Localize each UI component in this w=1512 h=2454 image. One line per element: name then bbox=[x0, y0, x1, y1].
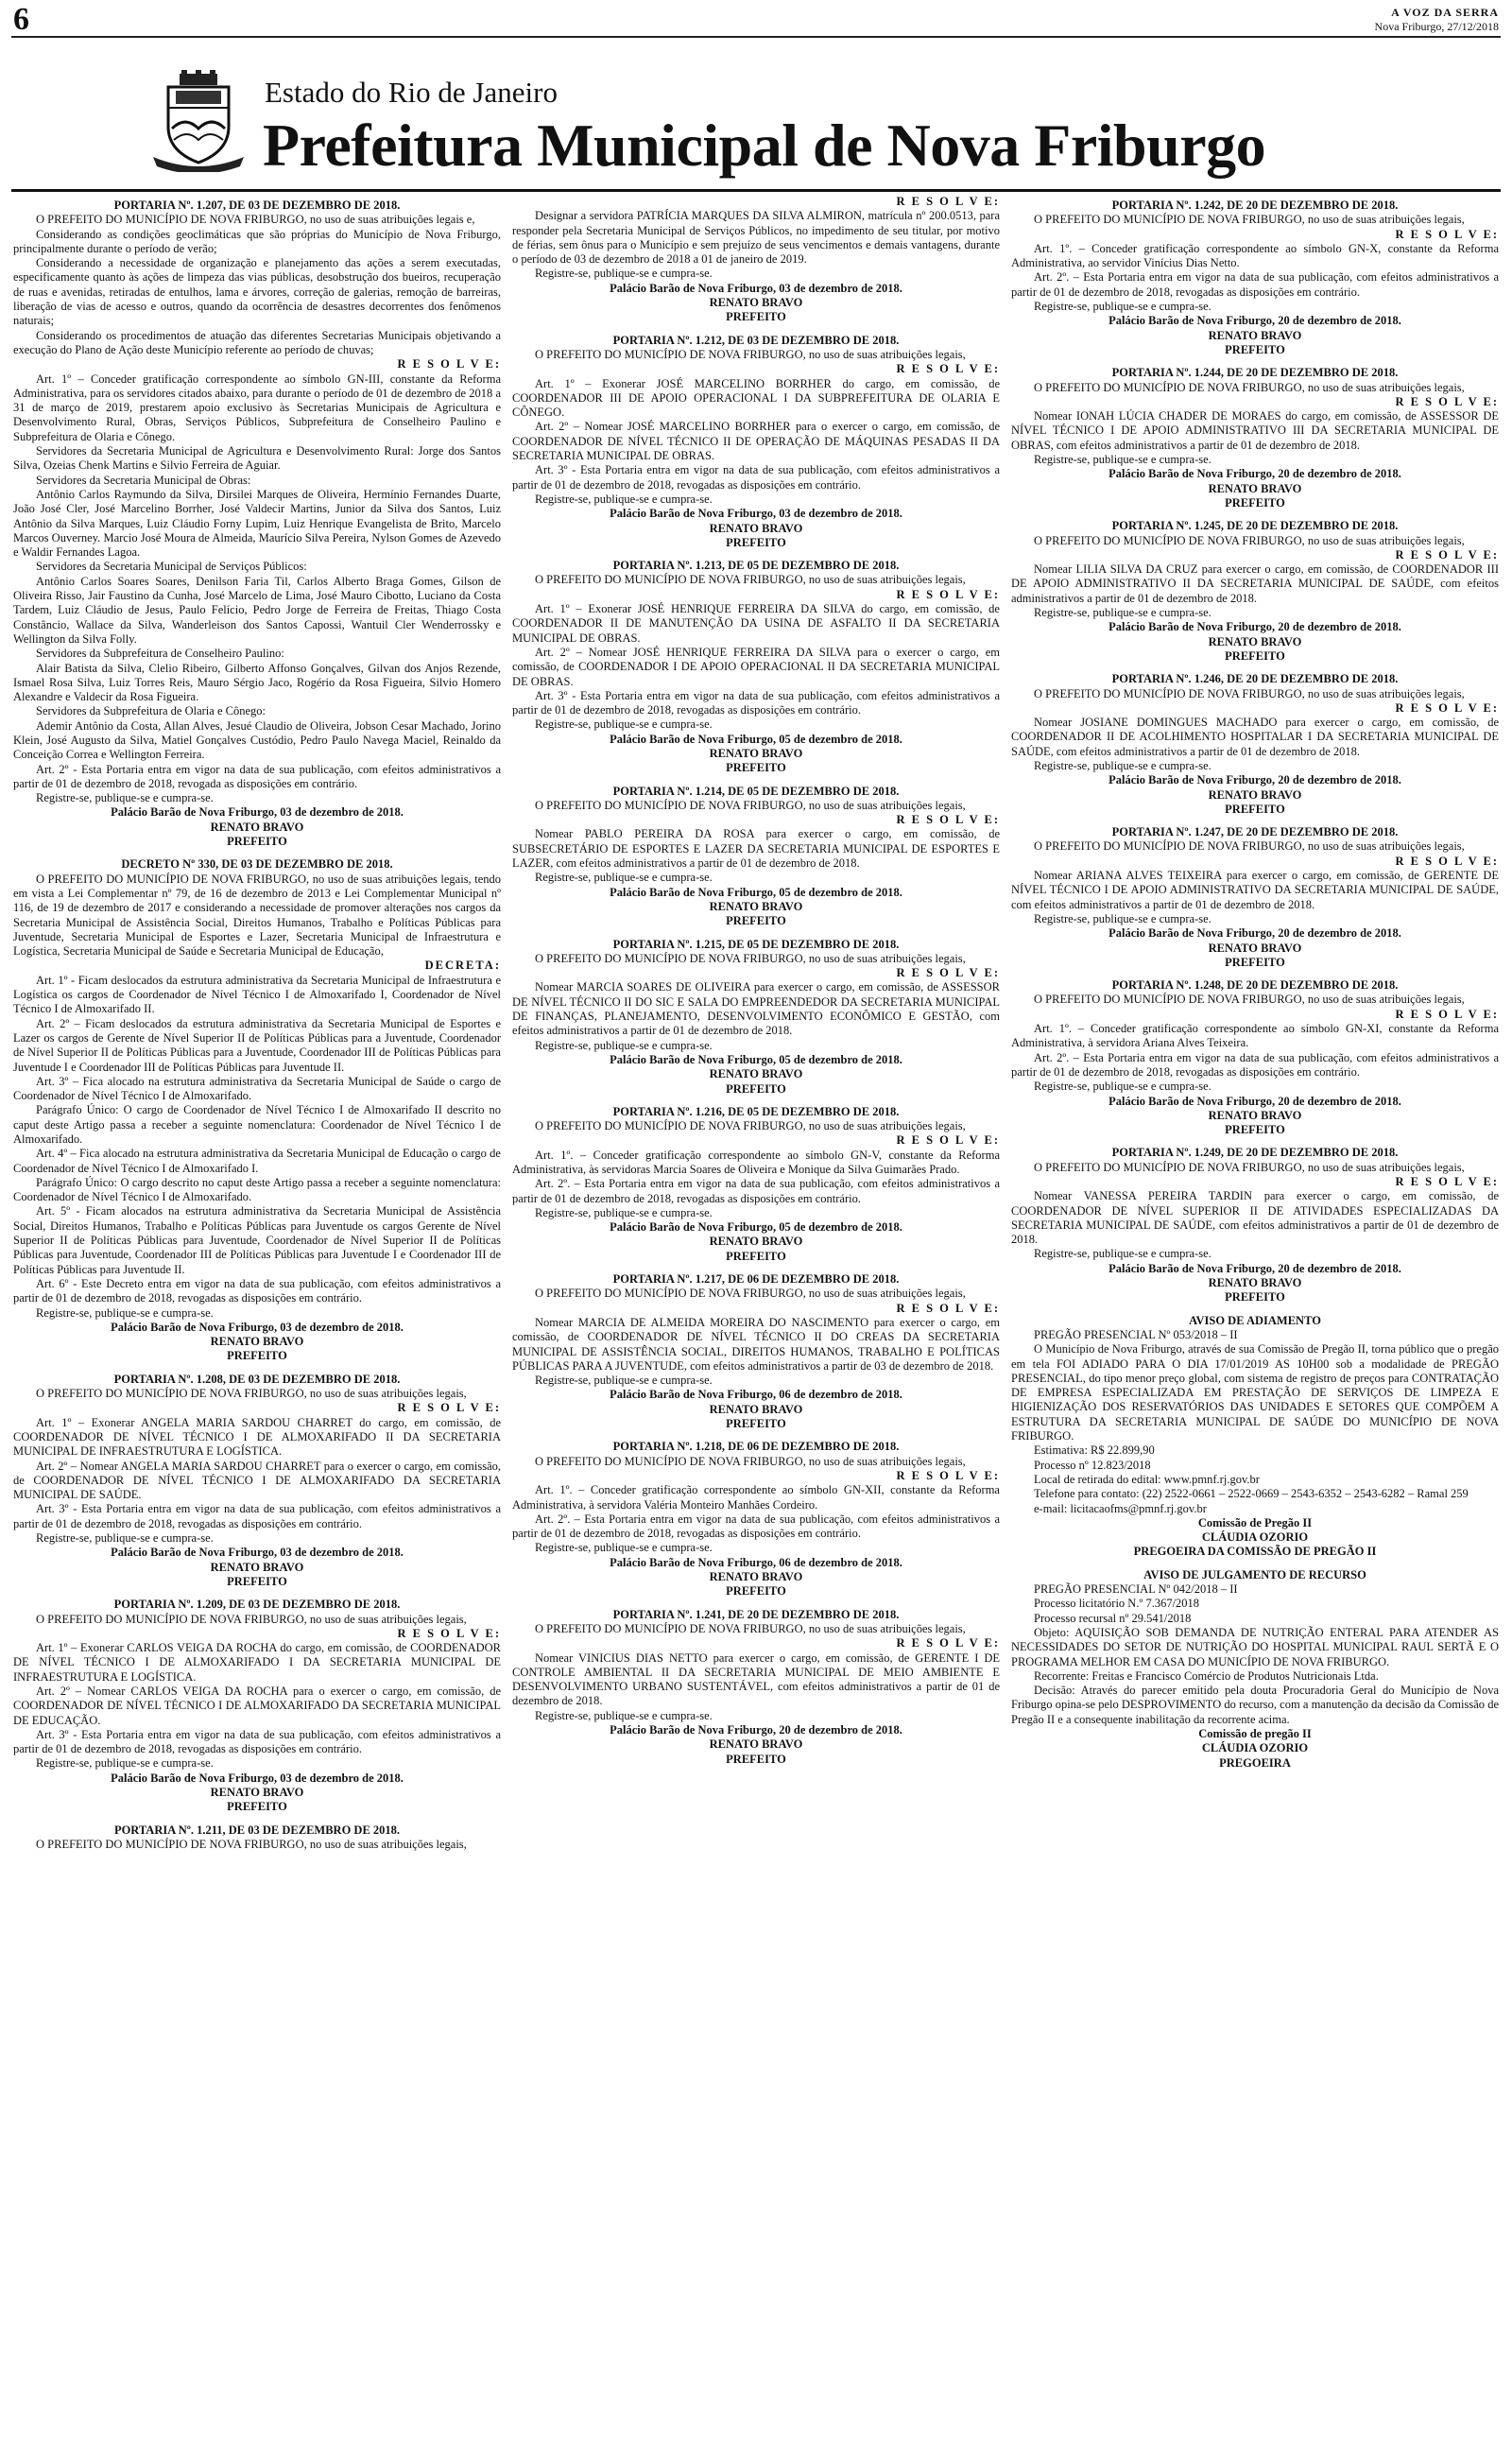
signature-line: RENATO BRAVO bbox=[1208, 1108, 1302, 1122]
signature-line: Palácio Barão de Nova Friburgo, 20 de dezembro de 2018. bbox=[610, 1722, 902, 1737]
signature-line: PREFEITO bbox=[1225, 342, 1285, 356]
act-paragraph: Art. 2º – Nomear CARLOS VEIGA DA ROCHA para o exercer o cargo, em comissão, de COORDENADOR DE NÍVEL TÉCNICO I DE ALMOXARIFADO DA SECRETARIA MUNICIPAL DE EDUCAÇÃO. bbox=[13, 1684, 501, 1727]
signature-line: PREFEITO bbox=[726, 1417, 786, 1431]
act-block bbox=[13, 857, 501, 1363]
act-block bbox=[1011, 366, 1499, 510]
signature-line: PREFEITO bbox=[1225, 1290, 1285, 1305]
act-title: PORTARIA Nº. 1.214, DE 05 DE DEZEMBRO DE 2018. bbox=[612, 784, 900, 798]
act-paragraph: O PREFEITO DO MUNICÍPIO DE NOVA FRIBURGO, no uso de suas atribuições legais, bbox=[36, 1837, 467, 1851]
act-title: AVISO DE ADIAMENTO bbox=[1189, 1313, 1321, 1327]
act-paragraph: Processo nº 12.823/2018 bbox=[1034, 1458, 1151, 1472]
signature-line: Palácio Barão de Nova Friburgo, 05 de dezembro de 2018. bbox=[610, 1220, 902, 1235]
act-paragraph: Art. 2º - Esta Portaria entra em vigor na data de sua publicação, com efeitos administrativos a partir de 01 de dezembro de 2018, revogada as disposições em contrário. bbox=[13, 762, 501, 790]
resolve-heading: R E S O L V E: bbox=[1395, 1175, 1499, 1188]
act-title: PORTARIA Nº. 1.212, DE 03 DE DEZEMBRO DE 2018. bbox=[612, 333, 900, 347]
signature-line: PREFEITO bbox=[726, 1752, 786, 1766]
act-paragraph: Art. 1º. – Conceder gratificação correspondente ao símbolo GN-V, constante da Reforma Administrativa, às servidoras Marcia Soares de Oliveira e Monique da Silva Guimarães Prado. bbox=[512, 1148, 1000, 1176]
resolve-heading: R E S O L V E: bbox=[896, 362, 1000, 376]
act-paragraph: O PREFEITO DO MUNICÍPIO DE NOVA FRIBURGO, no uso de suas atribuições legais, bbox=[1034, 213, 1465, 227]
act-paragraph: Art. 2º – Nomear JOSÉ HENRIQUE FERREIRA DA SILVA para o exercer o cargo, em comissão, de COORDENADOR I DE APOIO OPERACIONAL II DA SECRETARIA MUNICIPAL DE OBRAS. bbox=[512, 645, 1000, 688]
act-paragraph: Art. 2º. – Esta Portaria entra em vigor na data de sua publicação, com efeitos administrativos a partir de 01 de dezembro de 2018, revogadas as disposições em contrário. bbox=[512, 1177, 1000, 1205]
act-title: PORTARIA Nº. 1.217, DE 06 DE DEZEMBRO DE 2018. bbox=[612, 1272, 900, 1287]
resolve-heading: R E S O L V E: bbox=[896, 195, 1000, 208]
signature-line: Palácio Barão de Nova Friburgo, 03 de dezembro de 2018. bbox=[111, 1320, 404, 1334]
signature-line: PREFEITO bbox=[726, 914, 786, 928]
act-paragraph: Registre-se, publique-se e cumpra-se. bbox=[1034, 606, 1211, 620]
act-paragraph: Processo recursal nº 29.541/2018 bbox=[1034, 1611, 1192, 1625]
signature-line: RENATO BRAVO bbox=[1208, 634, 1302, 648]
act-paragraph: O PREFEITO DO MUNICÍPIO DE NOVA FRIBURGO, no uso de suas atribuições legais, tendo em vista a Lei Complementar nº 79, de 16 de dezembro de 2013 e Lei Complementar Municipal nº 116, de 19 de dezembro de 2017 e considerando a necessidade de promover alterações nos cargos da Secretaria Municipal de Assistência Social, Direitos Humanos, Trabalho e Políticas Públicas para Juventude, Secretaria Municipal de Esportes e Lazer, Secretaria Municipal de Infraestrutura e Logística, Secretaria Municipal de Saúde e Secretaria Municipal de Educação, bbox=[13, 872, 501, 959]
act-paragraph: Art. 1º – Exonerar CARLOS VEIGA DA ROCHA do cargo, em comissão, de COORDENADOR DE NÍVEL TÉCNICO I DE ALMOXARIFADO I DA SECRETARIA MUNICIPAL DE INFRAESTRUTURA E LOGÍSTICA. bbox=[13, 1641, 501, 1684]
signature-line: PREGOEIRA DA COMISSÃO DE PREGÃO II bbox=[1133, 1545, 1377, 1559]
act-paragraph: Art. 1º. – Conceder gratificação correspondente ao símbolo GN-XII, constante da Reforma Administrativa, à servidora Valéria Monteiro Manhães Cordeiro. bbox=[512, 1483, 1000, 1512]
act-paragraph: O PREFEITO DO MUNICÍPIO DE NOVA FRIBURGO, no uso de suas atribuições legais, bbox=[535, 798, 966, 812]
act-paragraph: O PREFEITO DO MUNICÍPIO DE NOVA FRIBURGO, no uso de suas atribuições legais, bbox=[1034, 380, 1465, 394]
act-block bbox=[1011, 825, 1499, 970]
signature-line: RENATO BRAVO bbox=[210, 820, 304, 834]
signature-line: Palácio Barão de Nova Friburgo, 20 de dezembro de 2018. bbox=[1108, 620, 1401, 634]
act-title: PORTARIA Nº. 1.242, DE 20 DE DEZEMBRO DE 2018. bbox=[1111, 199, 1399, 212]
signature-line: RENATO BRAVO bbox=[709, 1737, 803, 1752]
act-block bbox=[1011, 672, 1499, 817]
resolve-heading: R E S O L V E: bbox=[1395, 1007, 1499, 1021]
act-paragraph: O PREFEITO DO MUNICÍPIO DE NOVA FRIBURGO, no uso de suas atribuições legais, bbox=[36, 1612, 467, 1626]
signature-line: Palácio Barão de Nova Friburgo, 20 de dezembro de 2018. bbox=[1108, 773, 1401, 787]
act-title: PORTARIA Nº. 1.216, DE 05 DE DEZEMBRO DE 2018. bbox=[612, 1104, 900, 1118]
act-paragraph: Art. 2º. – Esta Portaria entra em vigor na data de sua publicação, com efeitos administrativos a partir de 01 de dezembro de 2018, revogadas as disposições em contrário. bbox=[1011, 1050, 1499, 1079]
act-paragraph: Registre-se, publique-se e cumpra-se. bbox=[535, 267, 713, 281]
act-paragraph: Registre-se, publique-se e cumpra-se. bbox=[1034, 453, 1211, 467]
act-block bbox=[512, 559, 1000, 775]
act-block bbox=[1011, 1146, 1499, 1305]
signature-line: PREFEITO bbox=[227, 1349, 287, 1363]
resolve-heading: R E S O L V E: bbox=[1395, 227, 1499, 241]
act-paragraph: Registre-se, publique-se e cumpra-se. bbox=[1034, 300, 1211, 314]
act-block bbox=[13, 1823, 501, 1853]
act-paragraph: Objeto: AQUISIÇÃO SOB DEMANDA DE NUTRIÇÃO ENTERAL PARA ATENDER AS NECESSIDADES DO SETOR DE NUTRIÇÃO DO HOSPITAL MUNICIPAL RAUL SERTÃ E O PROGRAMA MELHOR EM CASA DO MUNICÍPIO DE NOVA FRIBURGO. bbox=[1011, 1625, 1499, 1668]
act-paragraph: Registre-se, publique-se e cumpra-se. bbox=[1034, 1247, 1211, 1261]
signature-line: PREFEITO bbox=[726, 1081, 786, 1096]
act-paragraph: Art. 1º. – Conceder gratificação correspondente ao símbolo GN-XI, constante da Reforma Administrativa, à servidora Ariana Alves Teixeira. bbox=[1011, 1022, 1499, 1050]
act-title: PORTARIA Nº. 1.245, DE 20 DE DEZEMBRO DE 2018. bbox=[1111, 519, 1399, 533]
masthead bbox=[11, 57, 1501, 192]
act-title: PORTARIA Nº. 1.215, DE 05 DE DEZEMBRO DE 2018. bbox=[612, 937, 900, 951]
act-paragraph: O PREFEITO DO MUNICÍPIO DE NOVA FRIBURGO, no uso de suas atribuições legais, bbox=[535, 1119, 966, 1133]
act-block bbox=[13, 1373, 501, 1589]
act-paragraph: Parágrafo Único: O cargo de Coordenador de Nível Técnico I de Almoxarifado II descrito no caput deste Artigo passa a receber a seguinte nomenclatura: Coordenador de Nível Técnico I de Almoxarifado. bbox=[13, 1103, 501, 1146]
signature-line: RENATO BRAVO bbox=[709, 1067, 803, 1081]
act-paragraph: Registre-se, publique-se e cumpra-se. bbox=[535, 871, 713, 885]
act-paragraph: Art. 4º – Fica alocado na estrutura administrativa da Secretaria Municipal de Educação o cargo de Coordenador de Nível Técnico I de Almoxarifado I. bbox=[13, 1147, 501, 1175]
act-paragraph: O PREFEITO DO MUNICÍPIO DE NOVA FRIBURGO, no uso de suas atribuições legais e, bbox=[36, 213, 475, 227]
signature-line: Palácio Barão de Nova Friburgo, 06 de dezembro de 2018. bbox=[610, 1388, 902, 1402]
act-paragraph: Art. 3º – Fica alocado na estrutura administrativa da Secretaria Municipal de Saúde o cargo de Coordenador de Nível Técnico I de Almoxarifado. bbox=[13, 1074, 501, 1103]
signature-line: RENATO BRAVO bbox=[1208, 787, 1302, 802]
act-paragraph: Art. 1º - Ficam deslocados da estrutura administrativa da Secretaria Municipal de Infraestrutura e Logística os cargos de Coordenador de Nível Técnico I de Almoxarifado I, Coordenador de Nível Técnico I de Almoxarifado II. bbox=[13, 973, 501, 1016]
newspaper-name: A VOZ DA SERRA bbox=[1391, 6, 1499, 19]
resolve-heading: R E S O L V E: bbox=[896, 1636, 1000, 1650]
act-block bbox=[1011, 519, 1499, 664]
signature-line: Palácio Barão de Nova Friburgo, 20 de dezembro de 2018. bbox=[1108, 1094, 1401, 1108]
signature-line: RENATO BRAVO bbox=[709, 1402, 803, 1416]
act-paragraph: Nomear ARIANA ALVES TEIXEIRA para exercer o cargo, em comissão, de GERENTE DE NÍVEL TÉCNICO I DE APOIO ADMINISTRATIVO DA SECRETARIA MUNICIPAL DE SAÚDE, com efeitos administrativos a partir de 01 de dezembro de 2018. bbox=[1011, 869, 1499, 911]
act-block bbox=[13, 1598, 501, 1814]
act-paragraph: Antônio Carlos Raymundo da Silva, Dirsilei Marques de Oliveira, Hermínio Fernandes Duarte, João José Cler, José Marcelino Borrher, José Valdecir Martins, Junior da Silva dos Santos, Luiz Antônio da Silva Marques, Luiz Cláudio Forny Lupim, Luiz Henrique Evangelista de Brito, Marcelo Marcos Ouverney. Marcio José Moura de Almeida, Maurício Silva Pereira, Nylson Gomes de Azevedo e Waldir Fernandes Lagoa. bbox=[13, 487, 501, 560]
resolve-heading: R E S O L V E: bbox=[896, 813, 1000, 827]
signature-line: RENATO BRAVO bbox=[1208, 328, 1302, 342]
signature-line: Palácio Barão de Nova Friburgo, 05 de dezembro de 2018. bbox=[610, 732, 902, 746]
act-paragraph: O PREFEITO DO MUNICÍPIO DE NOVA FRIBURGO, no uso de suas atribuições legais, bbox=[1034, 1160, 1465, 1174]
act-paragraph: Art. 2º – Nomear JOSÉ MARCELINO BORRHER para o exercer o cargo, em comissão, de COORDENADOR DE NÍVEL TÉCNICO II DE OPERAÇÃO DE MÁQUINAS PESADAS II DA SECRETARIA MUNICIPAL DE OBRAS. bbox=[512, 420, 1000, 463]
act-paragraph: Recorrente: Freitas e Francisco Comércio de Produtos Nutricionais Ltda. bbox=[1034, 1668, 1379, 1683]
resolve-heading: R E S O L V E: bbox=[1395, 700, 1499, 715]
edition-date: Nova Friburgo, 27/12/2018 bbox=[1374, 20, 1499, 33]
act-paragraph: Art. 1º – Exonerar JOSÉ HENRIQUE FERREIRA DA SILVA do cargo, em comissão, de COORDENADOR II DE MANUTENÇÃO DA USINA DE ASFALTO II DA SECRETARIA MUNICIPAL DE OBRAS. bbox=[512, 602, 1000, 645]
signature-line: PREFEITO bbox=[1225, 648, 1285, 663]
signature-line: PREFEITO bbox=[726, 1584, 786, 1599]
act-paragraph: O PREFEITO DO MUNICÍPIO DE NOVA FRIBURGO, no uso de suas atribuições legais, bbox=[1034, 533, 1465, 547]
resolve-heading: R E S O L V E: bbox=[896, 1301, 1000, 1315]
act-paragraph: Registre-se, publique-se e cumpra-se. bbox=[36, 791, 214, 805]
act-paragraph: Art. 3º - Esta Portaria entra em vigor na data de sua publicação, com efeitos administrativos a partir de 01 de dezembro de 2018, revogadas as disposições em contrário. bbox=[13, 1502, 501, 1530]
resolve-heading: R E S O L V E: bbox=[896, 587, 1000, 601]
act-paragraph: PREGÃO PRESENCIAL Nº 042/2018 – II bbox=[1034, 1582, 1238, 1597]
act-block bbox=[512, 938, 1000, 1097]
signature-line: PREFEITO bbox=[1225, 802, 1285, 816]
act-paragraph: O PREFEITO DO MUNICÍPIO DE NOVA FRIBURGO, no uso de suas atribuições legais, bbox=[535, 347, 966, 361]
act-block bbox=[1011, 1314, 1499, 1560]
resolve-heading: R E S O L V E: bbox=[1395, 394, 1499, 408]
signature-line: PREFEITO bbox=[726, 1249, 786, 1263]
act-block bbox=[13, 199, 501, 849]
signature-line: CLÁUDIA OZORIO bbox=[1201, 1741, 1309, 1755]
act-paragraph: Registre-se, publique-se e cumpra-se. bbox=[535, 1708, 713, 1722]
act-paragraph: Registre-se, publique-se e cumpra-se. bbox=[1034, 911, 1211, 925]
page-number: 6 bbox=[13, 2, 29, 37]
act-paragraph: Nomear JOSIANE DOMINGUES MACHADO para exercer o cargo, em comissão, de COORDENADOR II DE ACOLHIMENTO HOSPITALAR I DA SECRETARIA MUNICIPAL DE SAÚDE, com efeitos administrativos a partir de 01 de dezembro de 2018. bbox=[1011, 716, 1499, 758]
signature-line: PREFEITO bbox=[227, 1800, 287, 1814]
act-paragraph: Estimativa: R$ 22.899,90 bbox=[1034, 1443, 1155, 1458]
act-paragraph: Decisão: Através do parecer emitido pela douta Procuradoria Geral do Município de Nova Friburgo opina-se pelo DESPROVIMENTO do recurso, com a manutenção da decisão da Comissão de Pregão II e a consequente inabilitação da recorrente acima. bbox=[1011, 1684, 1499, 1726]
signature-line: PREGOEIRA bbox=[1219, 1755, 1291, 1770]
resolve-heading: R E S O L V E: bbox=[896, 1468, 1000, 1482]
act-paragraph: Art. 5º - Ficam alocados na estrutura administrativa da Secretaria Municipal de Assistência Social, Direitos Humanos, Trabalho e Políticas Públicas para Juventude os cargos Gerente de Nível Superior II de Políticas Públicas para Juventude, Coordenador de Nível Superior II de Políticas Públicas para Juventude, Coordenador III de Políticas Públicas para Juventude I e Coordenador III de Políticas Públicas para Juventude II. bbox=[13, 1204, 501, 1276]
act-paragraph: Registre-se, publique-se e cumpra-se. bbox=[36, 1756, 214, 1771]
act-paragraph: Art. 2º. – Esta Portaria entra em vigor na data de sua publicação, com efeitos administrativos a partir de 01 de dezembro de 2018, revogadas as disposições em contrário. bbox=[512, 1512, 1000, 1541]
signature-line: RENATO BRAVO bbox=[709, 521, 803, 535]
act-paragraph: Processo licitatório N.º 7.367/2018 bbox=[1034, 1597, 1200, 1611]
act-title: PORTARIA Nº. 1.208, DE 03 DE DEZEMBRO DE 2018. bbox=[113, 1372, 401, 1386]
act-paragraph: Registre-se, publique-se e cumpra-se. bbox=[36, 1305, 214, 1320]
act-paragraph: Considerando as condições geoclimáticas que são próprias do Município de Nova Friburgo, principalmente durante o período de verão; bbox=[13, 227, 501, 255]
resolve-heading: R E S O L V E: bbox=[397, 357, 501, 372]
signature-line: Comissão de Pregão II bbox=[1197, 1515, 1313, 1529]
act-paragraph: O PREFEITO DO MUNICÍPIO DE NOVA FRIBURGO, no uso de suas atribuições legais, bbox=[1034, 839, 1465, 854]
act-paragraph: Registre-se, publique-se e cumpra-se. bbox=[535, 492, 713, 506]
signature-line: RENATO BRAVO bbox=[709, 899, 803, 913]
column-2 bbox=[512, 195, 1000, 2445]
act-paragraph: O PREFEITO DO MUNICÍPIO DE NOVA FRIBURGO, no uso de suas atribuições legais, bbox=[1034, 993, 1465, 1007]
signature-line: Palácio Barão de Nova Friburgo, 03 de dezembro de 2018. bbox=[111, 805, 404, 820]
act-paragraph: Parágrafo Único: O cargo descrito no caput deste Artigo passa a receber a seguinte nomenclatura: Coordenador de Nível Técnico I de Almoxarifado. bbox=[13, 1175, 501, 1204]
act-paragraph: O PREFEITO DO MUNICÍPIO DE NOVA FRIBURGO, no uso de suas atribuições legais, bbox=[1034, 686, 1465, 700]
city-hall-title: Prefeitura Municipal de Nova Friburgo bbox=[263, 112, 1266, 179]
act-paragraph: e-mail: licitacaofms@pmnf.rj.gov.br bbox=[1034, 1501, 1207, 1515]
act-block bbox=[512, 1440, 1000, 1599]
signature-line: Palácio Barão de Nova Friburgo, 06 de dezembro de 2018. bbox=[610, 1555, 902, 1569]
act-paragraph: Art. 6º - Este Decreto entra em vigor na data de sua publicação, com efeitos administrativos a partir de 01 de dezembro de 2018, revogadas as disposições em contrário. bbox=[13, 1276, 501, 1305]
signature-line: RENATO BRAVO bbox=[210, 1786, 304, 1800]
signature-line: Palácio Barão de Nova Friburgo, 03 de dezembro de 2018. bbox=[610, 507, 902, 521]
act-block bbox=[512, 1608, 1000, 1767]
act-paragraph: O PREFEITO DO MUNICÍPIO DE NOVA FRIBURGO, no uso de suas atribuições legais, bbox=[535, 573, 966, 587]
signature-line: Palácio Barão de Nova Friburgo, 03 de dezembro de 2018. bbox=[111, 1771, 404, 1785]
act-paragraph: Art. 3º - Esta Portaria entra em vigor na data de sua publicação, com efeitos administrativos a partir de 01 de dezembro de 2018, revogadas as disposições em contrário. bbox=[512, 463, 1000, 492]
act-title: DECRETO Nº 330, DE 03 DE DEZEMBRO DE 2018. bbox=[121, 857, 393, 872]
act-paragraph: O PREFEITO DO MUNICÍPIO DE NOVA FRIBURGO, no uso de suas atribuições legais, bbox=[36, 1387, 467, 1401]
signature-line: PREFEITO bbox=[227, 1574, 287, 1588]
signature-line: Palácio Barão de Nova Friburgo, 05 de dezembro de 2018. bbox=[610, 885, 902, 899]
act-paragraph: Registre-se, publique-se e cumpra-se. bbox=[535, 717, 713, 732]
act-paragraph: O PREFEITO DO MUNICÍPIO DE NOVA FRIBURGO, no uso de suas atribuições legais, bbox=[535, 951, 966, 965]
signature-line: RENATO BRAVO bbox=[210, 1335, 304, 1349]
resolve-heading: DECRETA: bbox=[424, 959, 501, 973]
act-paragraph: O PREFEITO DO MUNICÍPIO DE NOVA FRIBURGO, no uso de suas atribuições legais, bbox=[535, 1287, 966, 1301]
act-paragraph: Nomear PABLO PEREIRA DA ROSA para exercer o cargo, em comissão, de SUBSECRETÁRIO DE ESPORTES E LAZER DA SECRETARIA MUNICIPAL DE ESPORTES E LAZER, com efeitos administrativos a partir de 01 de dezembro de 2018. bbox=[512, 827, 1000, 871]
act-paragraph: Servidores da Secretaria Municipal de Serviços Públicos: bbox=[36, 560, 307, 574]
act-paragraph: Art. 1º. – Conceder gratificação correspondente ao símbolo GN-X, constante da Reforma Administrativa, ao servidor Vinícius Dias Netto. bbox=[1011, 241, 1499, 270]
act-block bbox=[1011, 978, 1499, 1137]
act-title: PORTARIA Nº. 1.218, DE 06 DE DEZEMBRO DE 2018. bbox=[612, 1440, 900, 1454]
coat-of-arms-icon bbox=[151, 70, 246, 172]
signature-line: Palácio Barão de Nova Friburgo, 20 de dezembro de 2018. bbox=[1108, 467, 1401, 481]
signature-line: Palácio Barão de Nova Friburgo, 05 de dezembro de 2018. bbox=[610, 1052, 902, 1066]
act-paragraph: Registre-se, publique-se e cumpra-se. bbox=[535, 1374, 713, 1388]
act-paragraph: Nomear MARCIA SOARES DE OLIVEIRA para exercer o cargo, em comissão, de ASSESSOR DE NÍVEL TÉCNICO II DO SIC E SALA DO EMPREENDEDOR DA SECRETARIA MUNICIPAL DE FINANÇAS, PLANEJAMENTO, DESENVOLVIMENTO ECONÔMICO E GESTÃO, com efeitos administrativos a partir de 01 de dezembro de 2018. bbox=[512, 980, 1000, 1038]
act-paragraph: Considerando a necessidade de organização e planejamento das ações a serem executadas, especificamente quanto às ações de limpeza das vias públicas, desobstrução dos bueiros, recuperação de ruas e avenidas, retiradas de entulhos, lama e árvores, correção de galerias, remoção de barreiras, liberação de vias de acesso e outros, quando da ocorrência de desastres decorrentes dos fenômenos naturais; bbox=[13, 256, 501, 328]
resolve-heading: R E S O L V E: bbox=[1395, 547, 1499, 562]
act-paragraph: Servidores da Secretaria Municipal de Obras: bbox=[36, 473, 251, 487]
column-1 bbox=[13, 195, 501, 2445]
act-block bbox=[1011, 1568, 1499, 1771]
page-header bbox=[11, 4, 1501, 38]
act-title: PORTARIA Nº. 1.207, DE 03 DE DEZEMBRO DE 2018. bbox=[113, 199, 401, 212]
resolve-heading: R E S O L V E: bbox=[896, 1133, 1000, 1148]
resolve-heading: R E S O L V E: bbox=[1395, 854, 1499, 868]
act-block bbox=[512, 334, 1000, 550]
signature-line: RENATO BRAVO bbox=[1208, 1276, 1302, 1290]
column-3 bbox=[1011, 195, 1499, 2445]
act-paragraph: O PREFEITO DO MUNICÍPIO DE NOVA FRIBURGO, no uso de suas atribuições legais, bbox=[535, 1454, 966, 1468]
act-title: PORTARIA Nº. 1.211, DE 03 DE DEZEMBRO DE 2018. bbox=[113, 1823, 401, 1837]
signature-line: PREFEITO bbox=[227, 835, 287, 849]
act-paragraph: Art. 1º – Conceder gratificação correspondente ao símbolo GN-III, constante da Reforma Administrativa, para os servidores citados abaixo, para durante o período de 01 de dezembro de 2018 a 31 de março de 2019, prestarem apoio exclusivo às Secretarias Municipais de Agricultura e Desenvolvimento Rural, Obras, Serviços Públicos, Subprefeitura de Conselheiro Paulino e Subprefeitura de Olaria e Cônego. bbox=[13, 372, 501, 443]
act-block bbox=[512, 195, 1000, 325]
resolve-heading: R E S O L V E: bbox=[896, 966, 1000, 980]
act-paragraph: Servidores da Subprefeitura de Conselheiro Paulino: bbox=[36, 647, 284, 661]
act-paragraph: Nomear LILIA SILVA DA CRUZ para exercer o cargo, em comissão, de COORDENADOR III DE APOIO ADMINISTRATIVO II DA SECRETARIA MUNICIPAL DE SAÚDE, com efeitos administrativos a partir de 01 de dezembro de 2018. bbox=[1011, 562, 1499, 605]
act-paragraph: Antônio Carlos Soares Soares, Denilson Faria Til, Carlos Alberto Braga Gomes, Gilson de Oliveira Risso, Jair Faustino da Cunha, José Marcelo de Lima, José Mauro Cibotto, Luciano da Costa Tardem, Luiz Cláudio de Jesus, Paulo Felício, Pedro Jorge de Ferreira de Freitas, Thiago Costa Constâncio, Wallace da Silva, Wanderleison dos Santos Capossi, Wantuil Cler Wenderrossky e Wellington da Silva Folly. bbox=[13, 574, 501, 646]
act-paragraph: Nomear MARCIA DE ALMEIDA MOREIRA DO NASCIMENTO para exercer o cargo, em comissão, de COORDENADOR DE NÍVEL TÉCNICO II DO CREAS DA SECRETARIA MUNICIPAL DE ASSISTÊNCIA SOCIAL, DIREITOS HUMANOS, TRABALHO E POLÍTICAS PÚBLICAS PARA A JUVENTUDE, com efeitos administrativos a partir de 03 de dezembro de 2018. bbox=[512, 1315, 1000, 1373]
act-paragraph: Designar a servidora PATRÍCIA MARQUES DA SILVA ALMIRON, matrícula nº 200.0513, para responder pela Secretaria Municipal de Serviços Públicos, no impedimento de seu titular, por motivo de férias, sem ônus para o Município e sem prejuízo de seus vencimentos e demais vantagens, durante o período de 03 de dezembro de 2018 a 01 de janeiro de 2019. bbox=[512, 209, 1000, 267]
signature-line: PREFEITO bbox=[726, 310, 786, 324]
signature-line: PREFEITO bbox=[726, 535, 786, 549]
signature-line: RENATO BRAVO bbox=[709, 1570, 803, 1584]
signature-line: CLÁUDIA OZORIO bbox=[1201, 1530, 1309, 1545]
act-paragraph: Nomear VANESSA PEREIRA TARDIN para exercer o cargo, em comissão, de COORDENADOR DE NÍVEL SUPERIOR II DE ATIVIDADES ESPECIALIZADAS DA SECRETARIA MUNICIPAL DE SAÚDE, com efeitos administrativos a partir de 01 de dezembro de 2018. bbox=[1011, 1189, 1499, 1247]
act-paragraph: Art. 1º – Exonerar JOSÉ MARCELINO BORRHER do cargo, em comissão, de COORDENADOR III DE APOIO OPERACIONAL I DA SUBPREFEITURA DE OLARIA E CÔNEGO. bbox=[512, 376, 1000, 420]
signature-line: RENATO BRAVO bbox=[709, 296, 803, 310]
resolve-heading: R E S O L V E: bbox=[397, 1626, 501, 1640]
act-paragraph: Registre-se, publique-se e cumpra-se. bbox=[535, 1038, 713, 1052]
signature-line: PREFEITO bbox=[1225, 1123, 1285, 1137]
act-paragraph: Registre-se, publique-se e cumpra-se. bbox=[535, 1205, 713, 1219]
act-paragraph: Art. 2º – Ficam deslocados da estrutura administrativa da Secretaria Municipal de Esportes e Lazer os cargos de Gerente de Nível Superior II de Políticas Públicas para a Juventude, Coordenador de Nível Superior II de Políticas Públicas para a Juventude, Coordenador III de Políticas Públicas para Juventude I e Coordenador III de Políticas Públicas para Juventude II. bbox=[13, 1016, 501, 1074]
act-title: PORTARIA Nº. 1.247, DE 20 DE DEZEMBRO DE 2018. bbox=[1111, 825, 1399, 839]
act-paragraph: O PREFEITO DO MUNICÍPIO DE NOVA FRIBURGO, no uso de suas atribuições legais, bbox=[535, 1621, 966, 1635]
act-title: PORTARIA Nº. 1.209, DE 03 DE DEZEMBRO DE 2018. bbox=[113, 1598, 401, 1612]
act-paragraph: Art. 1º – Exonerar ANGELA MARIA SARDOU CHARRET do cargo, em comissão, de COORDENADOR DE NÍVEL TÉCNICO I DE ALMOXARIFADO II DA SECRETARIA MUNICIPAL DE INFRAESTRUTURA E LOGÍSTICA. bbox=[13, 1415, 501, 1459]
act-paragraph: Servidores da Subprefeitura de Olaria e Cônego: bbox=[36, 704, 266, 718]
act-title: PORTARIA Nº. 1.213, DE 05 DE DEZEMBRO DE 2018. bbox=[612, 559, 900, 573]
signature-line: PREFEITO bbox=[1225, 495, 1285, 510]
act-title: AVISO DE JULGAMENTO DE RECURSO bbox=[1143, 1567, 1366, 1581]
signature-line: RENATO BRAVO bbox=[1208, 941, 1302, 955]
act-title: PORTARIA Nº. 1.241, DE 20 DE DEZEMBRO DE 2018. bbox=[612, 1607, 900, 1621]
resolve-heading: R E S O L V E: bbox=[397, 1401, 501, 1415]
act-title: PORTARIA Nº. 1.248, DE 20 DE DEZEMBRO DE 2018. bbox=[1111, 978, 1399, 993]
act-title: PORTARIA Nº. 1.249, DE 20 DE DEZEMBRO DE 2018. bbox=[1111, 1146, 1399, 1160]
signature-line: Palácio Barão de Nova Friburgo, 20 de dezembro de 2018. bbox=[1108, 926, 1401, 941]
act-paragraph: Art. 2º – Nomear ANGELA MARIA SARDOU CHARRET para o exercer o cargo, em comissão, de COORDENADOR DE NÍVEL TÉCNICO I DE ALMOXARIFADO DA SECRETARIA MUNICIPAL DE SAÚDE. bbox=[13, 1459, 501, 1502]
act-paragraph: Alair Batista da Silva, Clelio Ribeiro, Gilberto Affonso Gonçalves, Gilvan dos Anjos Rezende, Ismael Rosa Silva, Luiz Torres Reis, Mauro Sérgio Jaco, Rogério da Rosa Figueira, Silvio Homero Alexandre e Valdecir da Rosa Figueira. bbox=[13, 661, 501, 704]
signature-line: RENATO BRAVO bbox=[210, 1560, 304, 1574]
act-paragraph: Nomear IONAH LÚCIA CHADER DE MORAES do cargo, em comissão, de ASSESSOR DE NÍVEL TÉCNICO I DE APOIO ADMINISTRATIVO III DA SECRETARIA MUNICIPAL DE OBRAS, com efeitos administrativos a partir de 01 de dezembro de 2018. bbox=[1011, 409, 1499, 452]
act-paragraph: Registre-se, publique-se e cumpra-se. bbox=[1034, 758, 1211, 772]
signature-line: RENATO BRAVO bbox=[1208, 481, 1302, 495]
act-paragraph: O Município de Nova Friburgo, através de sua Comissão de Pregão II, torna público que o pregão em tela FOI ADIADO PARA O DIA 17/01/2019 AS 10H00 sob a modalidade de PREGÃO PRESENCIAL, do tipo menor preço global, com sistema de registro de preços para CONTRATAÇÃO DE EMPRESA ESPECIALIZADA EM PRESTAÇÃO DE SERVIÇOS DE LIMPEZA E HIGIENIZAÇÃO DOS RESERVATÓRIOS DAS UNIDADES E SETORES QUE COMPÕEM A ESTRUTURA DA SECRETARIA MUNICIPAL DE SAÚDE DO MUNICÍPIO DE NOVA FRIBURGO. bbox=[1011, 1342, 1499, 1443]
act-paragraph: Art. 3º - Esta Portaria entra em vigor na data de sua publicação, com efeitos administrativos a partir de 01 de dezembro de 2018, revogadas as disposições em contrário. bbox=[512, 688, 1000, 717]
act-paragraph: Art. 2º. – Esta Portaria entra em vigor na data de sua publicação, com efeitos administrativos a partir de 01 de dezembro de 2018, revogadas as disposições em contrário. bbox=[1011, 270, 1499, 299]
act-paragraph: Registre-se, publique-se e cumpra-se. bbox=[1034, 1080, 1211, 1094]
act-paragraph: Local de retirada do edital: www.pmnf.rj.gov.br bbox=[1034, 1472, 1260, 1486]
signature-line: PREFEITO bbox=[726, 761, 786, 775]
signature-line: Palácio Barão de Nova Friburgo, 03 de dezembro de 2018. bbox=[610, 281, 902, 295]
act-block bbox=[512, 1272, 1000, 1431]
act-block bbox=[512, 785, 1000, 929]
act-paragraph: Telefone para contato: (22) 2522-0661 – 2522-0669 – 2543-6352 – 2543-6282 – Ramal 259 bbox=[1034, 1487, 1469, 1501]
act-paragraph: Registre-se, publique-se e cumpra-se. bbox=[535, 1541, 713, 1555]
signature-line: RENATO BRAVO bbox=[709, 746, 803, 760]
state-name: Estado do Rio de Janeiro bbox=[265, 76, 558, 109]
act-title: PORTARIA Nº. 1.246, DE 20 DE DEZEMBRO DE 2018. bbox=[1111, 672, 1399, 686]
signature-line: Comissão de pregão II bbox=[1198, 1726, 1312, 1740]
act-paragraph: Registre-se, publique-se e cumpra-se. bbox=[36, 1531, 214, 1546]
signature-line: Palácio Barão de Nova Friburgo, 03 de dezembro de 2018. bbox=[111, 1546, 404, 1560]
act-paragraph: Considerando os procedimentos de atuação das diferentes Secretarias Municipais objetivando a execução do Plano de Ação deste Município referente ao período de chuvas; bbox=[13, 328, 501, 356]
act-paragraph: Nomear VINICIUS DIAS NETTO para exercer o cargo, em comissão, de GERENTE I DE CONTROLE AMBIENTAL II DA SECRETARIA MUNICIPAL DE MEIO AMBIENTE E DESENVOLVIMENTO URBANO SUSTENTÁVEL, com efeitos administrativos a partir de 01 de dezembro de 2018. bbox=[512, 1650, 1000, 1708]
signature-line: Palácio Barão de Nova Friburgo, 20 de dezembro de 2018. bbox=[1108, 314, 1401, 328]
act-title: PORTARIA Nº. 1.244, DE 20 DE DEZEMBRO DE 2018. bbox=[1111, 366, 1399, 380]
act-paragraph: Servidores da Secretaria Municipal de Agricultura e Desenvolvimento Rural: Jorge dos Santos Silva, Ozeias Chenk Martins e Silvio Ferreira de Aguiar. bbox=[13, 444, 501, 473]
act-paragraph: Art. 3º - Esta Portaria entra em vigor na data de sua publicação, com efeitos administrativos a partir de 01 de dezembro de 2018, revogadas as disposições em contrário. bbox=[13, 1727, 501, 1756]
signature-line: Palácio Barão de Nova Friburgo, 20 de dezembro de 2018. bbox=[1108, 1261, 1401, 1275]
signature-line: RENATO BRAVO bbox=[709, 1235, 803, 1249]
signature-line: PREFEITO bbox=[1225, 955, 1285, 969]
act-block bbox=[1011, 199, 1499, 357]
act-block bbox=[512, 1105, 1000, 1264]
act-paragraph: Ademir Antônio da Costa, Allan Alves, Jesué Claudio de Oliveira, Jobson Cesar Machado, Jorino Klein, José Augusto da Silva, Matiel Gonçalves Custódio, Pedro Paulo Navega Maciel, Reinaldo da Conceição Correa e Wellington Ferreira. bbox=[13, 718, 501, 762]
act-paragraph: PREGÃO PRESENCIAL Nº 053/2018 – II bbox=[1034, 1327, 1238, 1341]
